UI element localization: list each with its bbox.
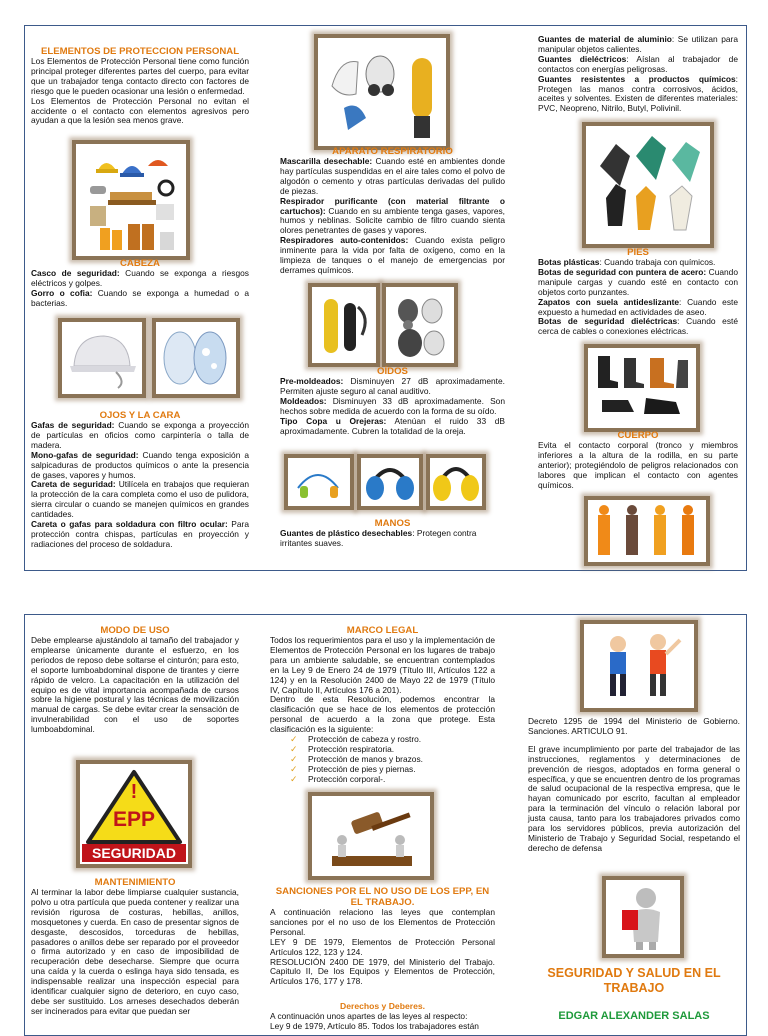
sanciones-text-3: RESOLUCIÓN 2400 DE 1979, del Ministerio del Trabajo. Capitulo II, De los Equipos y Elementos de Protección, Artículos 176, 177 y 178. bbox=[270, 956, 495, 987]
ojos-item bbox=[31, 421, 249, 451]
list-item: ✓ Protección respiratoria. bbox=[270, 745, 495, 755]
section-title-pies: PIES bbox=[627, 247, 649, 258]
intro-paragraph-2: Los Elementos de Protección Personal no evitan el accidente o el contacto con elementos agresivos pero ayudan a que la lesión sea menos grave. bbox=[31, 95, 249, 126]
pies-item-text: : Cuando esté cerca de cables o conexiones eléctricas. bbox=[538, 316, 739, 337]
gas-masks-image bbox=[382, 283, 458, 367]
resp-item bbox=[280, 236, 505, 276]
manos-item-bold: Guantes de plástico desechables bbox=[280, 528, 413, 538]
resp-item-bold: Mascarilla desechable: bbox=[280, 156, 373, 166]
list-item: ✓ Protección de manos y brazos. bbox=[270, 755, 495, 765]
workers-cartoon-image bbox=[580, 620, 698, 712]
guantes-item-bold: Guantes resistentes a productos químicos bbox=[538, 73, 736, 84]
epp-safety-sign bbox=[76, 760, 192, 868]
respirator-image bbox=[314, 34, 450, 150]
section-title-cabeza: CABEZA bbox=[120, 258, 160, 269]
column-1-cabeza bbox=[31, 258, 249, 309]
pies-item-bold: Botas plásticas bbox=[538, 257, 600, 267]
ppe-equipment-image bbox=[72, 140, 190, 260]
sanciones-text: A continuación relaciono las leyes que contemplan sanciones por el no uso de los Elementos de Protección Personal. bbox=[270, 907, 495, 937]
epp-sign-text: EPP bbox=[112, 808, 156, 831]
guantes-item-text: : Protegen las manos contra corrosivos, ácidos, aceites y solventes. Existen de diferentes materiales: PVC, Neopreno, Nitrilo, Butyl, Polivinil. bbox=[538, 73, 738, 114]
uso-text: Debe emplearse ajustándolo al tamaño del trabajador y emplearse únicamente durante el esfuerzo, en los periodos de reposo debe soltarse el cinturón; para esto, el soporte lumboabdominal dispone de tirantes y cierre rápido de velcro. La capacitación en la utilización del equipo es de vital importancia acompañada de cursos sobre la higiene postural y las técnicas de movilización manual de cargas. Se debe evitar crear la sensación de invulnerabilidad con el uso de soportes lumboabdominal. bbox=[31, 635, 239, 735]
column-1-ojos bbox=[31, 410, 249, 550]
guantes-item-text: : Se utilizan para manipular objetos calientes. bbox=[538, 34, 738, 54]
author-name: EDGAR ALEXANDER SALAS bbox=[558, 1010, 710, 1022]
helmet-image bbox=[58, 318, 146, 398]
column-1 bbox=[31, 46, 249, 126]
column-5-marco bbox=[270, 625, 495, 785]
protection-list bbox=[270, 735, 495, 785]
column-6-decreto bbox=[528, 717, 740, 854]
ojos-item bbox=[31, 520, 249, 550]
pies-item bbox=[538, 268, 738, 298]
guantes-item bbox=[538, 35, 738, 55]
pies-item bbox=[538, 298, 738, 318]
earplugs-image bbox=[284, 454, 354, 510]
cabeza-item-text: Cuando se exponga a riesgos eléctricos y golpes. bbox=[31, 268, 249, 288]
derechos-text-2: Ley 9 de 1979, Artículo 85. Todos los trabajadores están bbox=[270, 1021, 479, 1032]
oidos-item-text: Atenúan el ruido 33 dB aproximadamente. Cubren la totalidad de la oreja. bbox=[280, 415, 505, 436]
person-with-book-image bbox=[602, 876, 684, 958]
coveralls-image bbox=[584, 496, 710, 566]
section-title-modo-de-uso: MODO DE USO bbox=[100, 625, 170, 636]
section-title-mantenimiento: MANTENIMIENTO bbox=[94, 877, 176, 888]
oidos-item bbox=[280, 377, 505, 397]
section-title-respiratorio: APARATO RESPIRATORIO bbox=[332, 146, 453, 157]
guantes-item-bold: Guantes dieléctricos bbox=[538, 53, 627, 64]
column-6-brand bbox=[528, 966, 740, 1023]
gavel-image bbox=[308, 792, 434, 880]
brochure-title: SEGURIDAD Y SALUD EN EL TRABAJO bbox=[547, 966, 721, 995]
resp-item-bold: Respirador purificante (con material filtrante o cartuchos): bbox=[280, 195, 505, 216]
gloves-image bbox=[582, 122, 714, 248]
manos-item-text: : Protegen contra irritantes suaves. bbox=[280, 528, 477, 548]
ojos-item-bold: Gafas de seguridad: bbox=[31, 420, 115, 430]
column-2-respiratorio bbox=[280, 146, 505, 276]
manos-item bbox=[280, 529, 505, 549]
marco-text: Todos los requerimientos para el uso y la implementación de Elementos de Protección Personal en los lugares de trabajo para un ambiente saludable, se encuentran contemplados en la Ley 9 de Enero 24 de 1979 (Título III, Artículos 122 a 124) y en la Resolución 2400 de Mayo 22 de 1979 (Título IV, Capítulo II, Artículos 176 a 201). bbox=[270, 635, 495, 695]
decreto-text: Decreto 1295 de 1994 del Ministerio de Gobierno. Sanciones. ARTICULO 91. bbox=[528, 716, 740, 736]
yellow-earmuffs-image bbox=[426, 454, 486, 510]
resp-item-bold: Respiradores auto-contenidos: bbox=[280, 235, 409, 246]
section-title-marco-legal: MARCO LEGAL bbox=[346, 625, 419, 636]
ojos-item-bold: Careta de seguridad: bbox=[31, 479, 116, 490]
ojos-item-text: Cuando tenga exposición a salpicaduras de productos químicos o ante la presencia de gases, vapores y humos. bbox=[31, 449, 249, 480]
oidos-item-bold: Tipo Copa u Orejeras: bbox=[280, 415, 387, 426]
section-title-epp: ELEMENTOS DE PROTECCION PERSONAL bbox=[40, 46, 240, 57]
list-item: ✓ Protección corporal-. bbox=[270, 775, 495, 785]
grave-incumplimiento-text: El grave incumplimiento por parte del trabajador de las instrucciones, reglamentos y determinaciones de prevención de riesgos, adoptados en forma general o específica, y que se encuentren dentro de los programas de salud ocupacional de la respectiva empresa, que le hayan comunicado por escrito, facultan al empleador para la terminación del vínculo o relación laboral por justa causa, tanto para los trabajadores privados como para los servidores públicos, previa autorización del Ministerio de Trabajo y Seguridad Social, respetando el derecho de defensa bbox=[528, 743, 740, 853]
column-4-mantenimiento bbox=[31, 877, 239, 1017]
section-title-oidos: OÍDOS bbox=[377, 366, 408, 377]
ojos-item-text: Utilícela en trabajos que requieran la protección de la cara completa como el uso de pulidora, sierra circular o cuando se manejen químicos en grandes cantidades. bbox=[31, 479, 250, 520]
list-item: ✓ Protección de pies y piernas. bbox=[270, 765, 495, 775]
oidos-item-bold: Pre-moldeados: bbox=[280, 376, 344, 386]
oidos-item-text: Disminuyen 27 dB aproximadamente. Permiten ajuste seguro al canal auditivo. bbox=[280, 376, 505, 396]
marco-text-2: Dentro de esta Resolución, podemos encontrar la clasificación que se hace de los elementos de protección personal de acuerdo a la zona que protege. Esta clasificación es la siguiente: bbox=[270, 694, 495, 735]
pies-item-bold: Zapatos con suela antideslizante bbox=[538, 296, 680, 307]
oidos-item bbox=[280, 397, 505, 417]
sanciones-text-2: LEY 9 DE 1979, Elementos de Protección Personal Artículos 122, 123 y 124. bbox=[270, 936, 495, 957]
pies-item-bold: Botas de seguridad dieléctricas bbox=[538, 316, 678, 327]
goggles-image bbox=[152, 318, 240, 398]
guantes-item bbox=[538, 75, 738, 115]
cabeza-item bbox=[31, 289, 249, 309]
resp-item-text: Cuando esté en ambientes donde hay partículas suspendidas en el aire tales como el polvo de algodón o cemento y otras partículas derivadas del pulido de piezas. bbox=[280, 156, 506, 196]
column-2-manos bbox=[280, 518, 505, 549]
intro-paragraph: Los Elementos de Protección Personal tiene como función principal proteger diferentes partes del cuerpo, para evitar que un trabajador tenga contacto directo con factores de riesgo que le pueden ocasionar una lesión o enfermedad. bbox=[31, 56, 249, 96]
guantes-item bbox=[538, 55, 738, 75]
oidos-item-text: Disminuyen 33 dB aproximadamente. Son hechos sobre medida de acuerdo con la forma de su oído. bbox=[280, 395, 505, 416]
list-item: ✓ Protección de cabeza y rostro. bbox=[270, 735, 495, 745]
guantes-item-bold: Guantes de material de aluminio bbox=[538, 34, 672, 44]
section-title-cuerpo: CUERPO bbox=[617, 430, 659, 441]
cabeza-item-bold: Gorro o cofia: bbox=[31, 287, 93, 298]
section-title-manos: MANOS bbox=[374, 518, 411, 529]
cabeza-item-text: Cuando se exponga a humedad o a bacterias. bbox=[31, 287, 249, 308]
derechos-text: A continuación unos apartes de las leyes al respecto: bbox=[270, 1011, 468, 1022]
resp-item-text: Cuando en su ambiente tenga gases, vapores, humos y neblinas. Solicite cambio de filtro cuando sienta olores penetrantes de gases y vapores. bbox=[280, 205, 505, 236]
cuerpo-text: Evita el contacto corporal (tronco y miembros inferiores a la altura de la rodilla, en su parte anterior); protegiéndolo de peligros relacionados con labores que implican el contacto con agentes químicos. bbox=[538, 440, 738, 490]
section-title-sanciones: SANCIONES POR EL NO USO DE LOS EPP, EN EL TRABAJO. bbox=[275, 886, 490, 908]
column-3-guantes bbox=[538, 35, 738, 114]
column-3-pies bbox=[538, 247, 738, 337]
pies-item-text: : Cuando trabaja con químicos. bbox=[599, 257, 716, 267]
resp-item-text: Cuando exista peligro inminente para la vida por falta de oxígeno, como en la limpieza de tanques o el manejo de emergencias por derrames químicos. bbox=[280, 235, 505, 275]
pies-item-bold: Botas de seguridad con puntera de acero: bbox=[538, 266, 707, 277]
resp-item bbox=[280, 197, 505, 237]
column-5-sanciones bbox=[270, 886, 495, 1032]
oidos-item-bold: Moldeados: bbox=[280, 395, 327, 406]
cabeza-item-bold: Casco de seguridad: bbox=[31, 268, 120, 278]
pies-item bbox=[538, 317, 738, 337]
seguridad-sign-text: SEGURIDAD bbox=[91, 845, 176, 861]
column-2-oidos bbox=[280, 366, 505, 436]
ojos-item-bold: Mono-gafas de seguridad: bbox=[31, 449, 139, 460]
boots-image bbox=[584, 344, 700, 432]
section-title-derechos: Derechos y Deberes. bbox=[339, 1001, 426, 1012]
cabeza-item bbox=[31, 269, 249, 289]
section-title-ojos: OJOS Y LA CARA bbox=[99, 410, 181, 421]
ojos-item-text: Para protección contra chispas, partículas en proyección y radiaciones del proceso de soldadura. bbox=[31, 519, 249, 549]
warning-exclamation-icon: ! bbox=[130, 781, 138, 803]
guantes-item-text: : Aíslan al trabajador de contactos con energías peligrosas. bbox=[538, 53, 738, 74]
pies-item-text: : Cuando este expuesto a humedad en actividades de aseo. bbox=[538, 296, 738, 317]
earmuffs-image bbox=[357, 454, 423, 510]
resp-item bbox=[280, 157, 505, 197]
pies-item-text: Cuando manipule cargas y cuando esté en contacto con objetos corto punzantes. bbox=[538, 266, 738, 297]
oidos-item bbox=[280, 417, 505, 437]
ojos-item-bold: Careta o gafas para soldadura con filtro ocular: bbox=[31, 519, 228, 530]
mantenimiento-text: Al terminar la labor debe limpiarse cualquier sustancia, polvo u otra partícula que pueda contener y realizar una revisión rigurosa de costuras, hebillas, anillos, mosquetones y cuerda. En caso de presentar signos de desgaste, descosidos, torceduras de hebillas, pasadores o anillos debe ser reparado por el proveedor o firma autorizado y en caso de imposibilidad de recuperación debe desecharse. Siempre que ocurra una caída y la cuerda o eslinga haya sido tensada, es indispensable realizar una inspección especial para identificar cualquier signo de deterioro, en cuyo caso, debe ser sustituido. Los arneses desechados deberán ser incinerados para evitar que puedan ser bbox=[31, 887, 239, 1016]
ojos-item bbox=[31, 480, 249, 520]
ojos-item bbox=[31, 451, 249, 481]
ojos-item-text: Cuando se exponga a proyección de partículas en oficios como carpintería o talla de madera. bbox=[31, 420, 249, 450]
oxygen-tank-image bbox=[308, 283, 380, 367]
column-3-cuerpo bbox=[538, 430, 738, 491]
column-4-uso bbox=[31, 625, 239, 735]
